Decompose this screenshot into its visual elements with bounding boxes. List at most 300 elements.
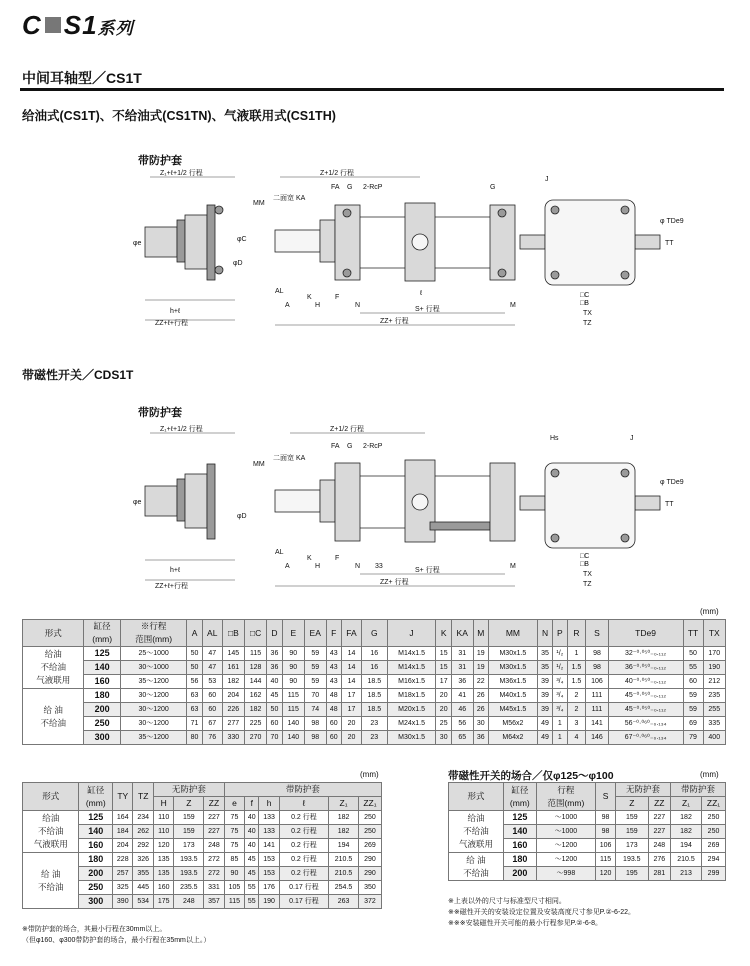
table-cell: 325 [113, 881, 133, 895]
table-cell: 76 [202, 731, 222, 745]
column-header: Z [616, 797, 649, 811]
table-cell: 90 [282, 661, 304, 675]
table-row [23, 689, 726, 703]
dim-s: S+ 行程 [415, 306, 440, 313]
dim-f: F [335, 294, 340, 301]
table-cell: 190 [259, 895, 279, 909]
bore-cell: 160 [503, 839, 536, 853]
table-cell: 133 [259, 811, 279, 825]
table-cell: 235 [703, 689, 725, 703]
table-cell: 22 [473, 675, 488, 689]
table-cell: 135 [153, 867, 173, 881]
table-cell: 98 [304, 717, 326, 731]
table-cell: 60 [683, 675, 703, 689]
table-cell: 40 [245, 811, 259, 825]
table-cell: 16 [361, 661, 387, 675]
table-cell: 98 [596, 811, 616, 825]
table-cell: 19 [473, 647, 488, 661]
table-cell: 23 [361, 731, 387, 745]
table-cell: 75 [224, 839, 244, 853]
table-cell: 30 [473, 717, 488, 731]
table-cell: ～1200 [536, 839, 595, 853]
column-header: AL [202, 620, 222, 647]
table-cell: 39 [537, 703, 552, 717]
table-cell: 159 [174, 825, 204, 839]
table-cell: 276 [648, 853, 670, 867]
bore-cell: 300 [79, 895, 113, 909]
table-cell: M64x2 [488, 731, 537, 745]
bore-cell: 125 [84, 647, 121, 661]
dim-hl: h+ℓ [170, 308, 181, 315]
bore-cell: 250 [79, 881, 113, 895]
table-cell: 16 [361, 647, 387, 661]
table-cell: 257 [113, 867, 133, 881]
table-cell: 36 [473, 731, 488, 745]
table-cell: 63 [187, 689, 202, 703]
table-cell: 120 [153, 839, 173, 853]
table-cell: M30x1.5 [387, 731, 436, 745]
table-cell: 227 [204, 825, 224, 839]
column-header: 带防护套 [670, 783, 725, 797]
table1-body [23, 647, 726, 745]
column-header: ZZ₁ [702, 797, 726, 811]
column-header: TX [703, 620, 725, 647]
column-header: KA [451, 620, 473, 647]
table-cell: 1.5 [567, 661, 586, 675]
dim-al: AL [275, 288, 284, 295]
dim2-de: φe [133, 499, 142, 506]
table-cell: 50 [267, 703, 282, 717]
table-cell: 43 [326, 675, 341, 689]
table-cell: 0.2 行程 [279, 825, 328, 839]
column-header: 形式 [23, 620, 84, 647]
table3-unit: (mm) [700, 770, 719, 779]
table-cell: 115 [282, 689, 304, 703]
table-cell: 115 [224, 895, 244, 909]
table-cell: 43 [326, 661, 341, 675]
form-cell [23, 811, 79, 853]
dim-z-half: Z+1/2 行程 [320, 170, 355, 177]
column-header: h [259, 797, 279, 811]
table-cell: 59 [304, 647, 326, 661]
table1-unit: (mm) [700, 607, 719, 616]
form-label: 不给油 [37, 881, 64, 892]
table-row [23, 647, 726, 661]
table-cell: 161 [222, 661, 244, 675]
column-header: ZZ₁ [358, 797, 381, 811]
table-cell: 18.5 [361, 675, 387, 689]
column-header: F [326, 620, 341, 647]
table-row [23, 731, 726, 745]
table-cell: 56 [187, 675, 202, 689]
table1-header-row [23, 620, 726, 647]
table-cell: 355 [133, 867, 153, 881]
table-cell: 35 [537, 647, 552, 661]
table-cell: 53 [202, 675, 222, 689]
table-cell: 144 [244, 675, 266, 689]
table-cell: 141 [259, 839, 279, 853]
table-cell: 46 [451, 703, 473, 717]
table-cell: 115 [244, 647, 266, 661]
dim2-td: φ TDe9 [660, 479, 684, 486]
table-cell: 160 [153, 881, 173, 895]
table-cell: 272 [204, 853, 224, 867]
table-cell: 248 [174, 895, 204, 909]
section-heading: 中间耳轴型／CS1T [22, 70, 142, 86]
table-cell: 400 [703, 731, 725, 745]
table-cell: 30～1200 [120, 717, 186, 731]
table3-note: ※上表以外的尺寸与标准型尺寸相同。 [448, 898, 566, 905]
table-row [23, 853, 382, 867]
table-cell: 25 [436, 717, 451, 731]
column-header: EA [304, 620, 326, 647]
heading-rule [20, 88, 724, 91]
table-cell: 98 [304, 731, 326, 745]
table2-notes [22, 924, 210, 946]
series-box-icon [45, 17, 61, 33]
table-cell: M30x1.5 [488, 661, 537, 675]
table-cell: M14x1.5 [387, 661, 436, 675]
table-cell: 210.5 [329, 867, 359, 881]
table-cell: 133 [259, 825, 279, 839]
bore-cell: 125 [503, 811, 536, 825]
dim-mm: MM [253, 200, 265, 207]
table-cell: 162 [244, 689, 266, 703]
bore-cell: 125 [79, 811, 113, 825]
table-cell: 59 [304, 675, 326, 689]
table-cell: 227 [648, 811, 670, 825]
table-cell: 98 [586, 661, 608, 675]
table-row [449, 853, 726, 867]
dim-tz: TZ [583, 320, 592, 327]
table-cell: 250 [358, 811, 381, 825]
table2-header [23, 783, 382, 811]
dim-k: K [307, 294, 312, 301]
table3-header-row [449, 783, 726, 797]
dim-m: M [510, 302, 516, 309]
bore-cell: 180 [84, 689, 121, 703]
table-cell: 128 [244, 661, 266, 675]
series-title: C S1系列 [22, 10, 134, 40]
table-row [23, 675, 726, 689]
bore-cell: 160 [79, 839, 113, 853]
dim2-dd: φD [237, 513, 247, 520]
column-header: ※行程 范围(mm) [120, 620, 186, 647]
table-cell: 159 [616, 825, 649, 839]
table-cell: 36 [267, 661, 282, 675]
table-cell: 3 [567, 717, 586, 731]
column-header: K [436, 620, 451, 647]
table-cell: 56⁻⁰·⁰⁶⁰₋₀.₁₃₄ [608, 717, 683, 731]
form-cell [449, 811, 504, 853]
table-cell: 35 [537, 661, 552, 675]
table-cell: 176 [259, 881, 279, 895]
table-cell: 175 [153, 895, 173, 909]
table-cell: 227 [648, 825, 670, 839]
dim-tt: TT [665, 240, 674, 247]
table-cell: 194 [670, 839, 701, 853]
table-cell: 50 [683, 647, 703, 661]
table-cell: 39 [537, 675, 552, 689]
table-cell: 79 [683, 731, 703, 745]
table-cell: 226 [222, 703, 244, 717]
table-cell: 20 [436, 689, 451, 703]
dim-ll: ℓ [420, 290, 423, 297]
table-cell: 195 [616, 867, 649, 881]
dim2-al: AL [275, 549, 284, 556]
table-cell: ¹/₂ [553, 661, 567, 675]
dim2-a: A [285, 563, 290, 570]
table-cell: 193.5 [174, 867, 204, 881]
table-cell: 326 [133, 853, 153, 867]
table-cell: 534 [133, 895, 153, 909]
form-cell [23, 689, 84, 745]
table-cell: M30x1.5 [488, 647, 537, 661]
column-header: D [267, 620, 282, 647]
bore-cell: 250 [84, 717, 121, 731]
table-cell: 59 [683, 689, 703, 703]
table-cell: 40 [245, 839, 259, 853]
table-cell: 30 [436, 731, 451, 745]
table-cell: 250 [702, 825, 726, 839]
table-cell: 145 [222, 647, 244, 661]
bore-cell: 200 [84, 703, 121, 717]
table-cell: 335 [703, 717, 725, 731]
table-cell: 40 [267, 675, 282, 689]
form-label: 给油 [44, 649, 62, 659]
form-label: 不给油 [40, 662, 66, 672]
table-cell: 141 [586, 717, 608, 731]
table3-note: ※※磁性开关的安装设定位置及安装高度尺寸参见P.②-6-22。 [448, 909, 636, 916]
table-cell: 190 [703, 661, 725, 675]
table-row [23, 811, 382, 825]
table-cell: M36x1.5 [488, 675, 537, 689]
table-cell: 193.5 [174, 853, 204, 867]
table-cell: 0.2 行程 [279, 811, 328, 825]
table-cell: 228 [113, 853, 133, 867]
table-cell: 45 [245, 853, 259, 867]
column-header: ZZ [204, 797, 224, 811]
table-cell: 262 [133, 825, 153, 839]
column-header: S [596, 783, 616, 811]
table-cell: ³/₄ [553, 675, 567, 689]
dim2-mm: MM [253, 461, 265, 468]
column-header: 形式 [449, 783, 504, 811]
table-cell: 182 [329, 825, 359, 839]
dim2-h: H [315, 563, 321, 570]
column-header: ℓ [279, 797, 328, 811]
table-cell: 98 [586, 647, 608, 661]
table-cell: 277 [222, 717, 244, 731]
dim2-tt: TT [665, 501, 674, 508]
table-cell: 173 [616, 839, 649, 853]
table-cell: 17 [436, 675, 451, 689]
table-cell: 90 [282, 647, 304, 661]
table-cell: 235.5 [174, 881, 204, 895]
table-cell: 55 [245, 895, 259, 909]
table-cell: M56x2 [488, 717, 537, 731]
column-header: Z₁ [329, 797, 359, 811]
table-cell: M14x1.5 [387, 647, 436, 661]
table-cell: 254.5 [329, 881, 359, 895]
dim2-k: K [307, 555, 312, 562]
table-cell: 182 [244, 703, 266, 717]
table-cell: 146 [586, 731, 608, 745]
table-cell: 49 [537, 731, 552, 745]
dim2-j: J [630, 435, 634, 442]
table-cell: 210.5 [329, 853, 359, 867]
table-cell: 225 [244, 717, 266, 731]
column-header: R [567, 620, 586, 647]
table-cell: 164 [113, 811, 133, 825]
table-cell: 15 [436, 647, 451, 661]
table-cell: 90 [224, 867, 244, 881]
bore-cell: 140 [79, 825, 113, 839]
table-cell: 173 [174, 839, 204, 853]
table-row [23, 717, 726, 731]
table-cell: 70 [267, 731, 282, 745]
dim-zz: ZZ+ 行程 [380, 318, 409, 325]
table-cell: 63 [187, 703, 202, 717]
table-cell: 292 [133, 839, 153, 853]
column-header: S [586, 620, 608, 647]
form-cell [23, 647, 84, 689]
table-cell: 20 [341, 731, 361, 745]
table-cell: M20x1.5 [387, 703, 436, 717]
table-cell: 17 [341, 689, 361, 703]
form-label: 气液联用 [458, 839, 493, 849]
table-cell: 75 [224, 825, 244, 839]
table-cell: 0.17 行程 [279, 881, 328, 895]
drawing2-caption: 带防护套 [138, 407, 182, 419]
table-cell: 4 [567, 731, 586, 745]
bore-cell: 300 [84, 731, 121, 745]
table-cell: 204 [222, 689, 244, 703]
column-header: 缸径 (mm) [84, 620, 121, 647]
form-label: 给 油 [466, 854, 486, 865]
bore-cell: 180 [503, 853, 536, 867]
dim2-33: 33 [375, 563, 383, 570]
table-cell: 31 [451, 647, 473, 661]
column-header: TDe9 [608, 620, 683, 647]
dim2-c: □C [580, 553, 590, 560]
table-cell: M40x1.5 [488, 689, 537, 703]
table-cell: 140 [282, 717, 304, 731]
table-cell: 65 [451, 731, 473, 745]
table-cell: 36 [451, 675, 473, 689]
dim2-tx: TX [583, 571, 592, 578]
table-cell: 35～1200 [120, 731, 186, 745]
column-header: FA [341, 620, 361, 647]
column-header: 缸径 (mm) [79, 783, 113, 811]
table-cell: 255 [703, 703, 725, 717]
bore-cell: 200 [503, 867, 536, 881]
form-label: 不给油 [37, 826, 64, 836]
bore-cell: 200 [79, 867, 113, 881]
dim-j: J [545, 176, 549, 183]
table-cell: 106 [586, 675, 608, 689]
dim2-g: G [347, 443, 353, 450]
form-label: 给 油 [41, 868, 61, 879]
column-header: P [553, 620, 567, 647]
table-cell: 182 [670, 811, 701, 825]
table-cell: 30～1200 [120, 689, 186, 703]
table-cell: 60 [326, 731, 341, 745]
table-cell: 55 [683, 661, 703, 675]
table-cell: 30～1000 [120, 661, 186, 675]
column-header: 带防护套 [224, 783, 381, 797]
table-cell: 1 [553, 717, 567, 731]
table-cell: 140 [282, 731, 304, 745]
column-header: MM [488, 620, 537, 647]
form-cell [449, 853, 504, 881]
table-cell: 2 [567, 703, 586, 717]
bore-cell: 140 [84, 661, 121, 675]
table-cell: 60 [326, 717, 341, 731]
table-cell: 18.5 [361, 703, 387, 717]
table-cell: 350 [358, 881, 381, 895]
table-cell: 39 [537, 689, 552, 703]
table-cell: 40⁻⁰·⁰⁵⁰₋₀.₁₁₂ [608, 675, 683, 689]
table-cell: 26 [473, 703, 488, 717]
form-cell [23, 853, 79, 909]
table-row [449, 811, 726, 825]
table-cell: 2 [567, 689, 586, 703]
table-cell: 14 [341, 647, 361, 661]
table-cell: 48 [326, 703, 341, 717]
dim-fa: FA [331, 184, 340, 191]
form-label: 给油 [467, 813, 485, 823]
table-cell: 331 [204, 881, 224, 895]
table-cell: 372 [358, 895, 381, 909]
table-cell: 1 [567, 647, 586, 661]
form-label: 不给油 [463, 867, 489, 878]
table-cell: 17 [341, 703, 361, 717]
form-label: 给 油 [43, 704, 63, 715]
table-cell: 14 [341, 675, 361, 689]
dim2-hl: h+ℓ [170, 567, 181, 574]
table-cell: ～1000 [536, 825, 595, 839]
table-cell: 272 [204, 867, 224, 881]
table2-note: （但φ160、φ300带防护套的场合，最小行程在35mm以上。） [22, 937, 211, 944]
dim-c: □C [580, 292, 590, 299]
bore-cell: 180 [79, 853, 113, 867]
table-cell: 153 [259, 867, 279, 881]
column-header: TY [113, 783, 133, 811]
table-cell: 193.5 [616, 853, 649, 867]
table-cell: 111 [586, 703, 608, 717]
column-header: E [282, 620, 304, 647]
dim-de: φe [133, 240, 142, 247]
table-cell: 210.5 [670, 853, 701, 867]
column-header: 行程 范围(mm) [536, 783, 595, 811]
column-header: TT [683, 620, 703, 647]
table-cell: 56 [451, 717, 473, 731]
table-cell: 50 [187, 661, 202, 675]
dim-td: φ TDe9 [660, 218, 684, 225]
bore-cell: 140 [503, 825, 536, 839]
table-cell: 111 [586, 689, 608, 703]
table-cell: 98 [596, 825, 616, 839]
column-header: Z [174, 797, 204, 811]
dim2-tz: TZ [583, 581, 592, 588]
dim2-fa: FA [331, 443, 340, 450]
table2-body [23, 811, 382, 909]
dim2-zz: ZZ+ 行程 [380, 579, 409, 586]
table-cell: 70 [304, 689, 326, 703]
table-cell: M18x1.5 [387, 689, 436, 703]
table-cell: 30～1200 [120, 703, 186, 717]
